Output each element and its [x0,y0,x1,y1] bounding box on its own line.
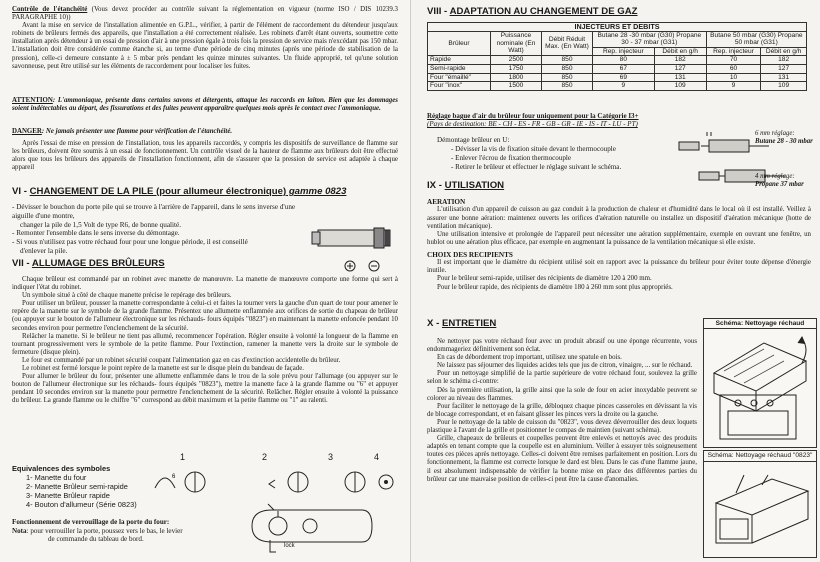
attention-label: ATTENTION [12,97,53,104]
list-item: - Dévisser le bouchon du porte pile qui se trouve à l'arrière de l'appareil, dans le sens inverse d'une aiguille d'une montre, [12,203,296,220]
knob-label-3: 3 [328,452,334,462]
table-cell: Rapide [428,56,491,65]
entretien-p7: Pour le nettoyage de la table de cuisson du "0823", vous devez déverrouiller des deux loquets plastique à l'avant de la grille et positionner le compas de maintien (suivant schéma). [427,418,697,435]
entretien-p4: Pour un nettoyage simplifié de la partie supérieure de votre réchaud four, soulevez la grille selon le schéma ci-contre: [427,370,697,386]
list-item: 1- Manette du four [26,473,87,482]
col-header-debit: Débit Réduit Max. (En Watt) [542,31,593,56]
schema-nettoyage [703,318,817,448]
col-header-deb: Débit en g/h [761,47,807,56]
col-header-puissance: Puissance nominale (En Watt) [491,31,542,56]
list-item: 3- Manette Brûleur rapide [26,491,110,500]
knob-label-1: 1 [180,452,186,462]
attention-block [12,97,398,113]
danger-block [12,128,398,172]
aeration-p1: L'utilisation d'un appareil de cuisson au gaz conduit à la production de chaleur et d'humidité dans le local où il est installé. Veillez à assurer une bonne aération: maintenez ouverts les orifices d'aération naturelle ou installez un dispositif d'aération mécanique (hotte de ventilation mécanique). [427,206,811,230]
table-cell: 850 [542,82,593,91]
choix-p3: Pour le brûleur rapide, des récipients de diamètre 180 à 260 mm sont plus appropriés. [437,283,673,291]
section9-title: UTILISATION [444,180,505,191]
lock-note: : pour verrouiller la porte, poussez vers le bas, le levier [26,526,183,535]
section9-heading [427,180,504,191]
list-item: - Si vous n'utilisez pas votre réchaud four pour une longue période, il est conseillé [12,238,248,247]
table-cell: 850 [542,73,593,82]
list-item: 4- Bouton d'allumeur (Série 0823) [26,500,137,509]
table-cell: 109 [761,82,807,91]
section7-p1: Chaque brûleur est commandé par un robinet avec manette de manœuvre. La manette de manœuvre comporte une forme qui sert à indiquer l'état du robinet. [12,276,398,292]
reglage-2-gas: Propane 37 mbar [755,180,804,188]
choix-p2: Pour le brûleur semi-rapide, utiliser des récipients de diamètre 120 à 200 mm. [437,275,652,283]
table-cell: 1750 [491,64,542,73]
bague-block [427,112,807,129]
lock-note-2: de commande du tableau de bord. [48,535,144,544]
col-header-rep: Rep. injecteur [593,47,655,56]
injector-table-wrap [427,22,807,91]
lock-diagram [248,504,378,558]
lever-icon [269,517,287,535]
section7-heading [12,258,165,269]
lock-block [12,518,252,544]
section6-model: gamme 0823 [286,186,347,197]
table-cell: 1500 [491,82,542,91]
reglage-2 [755,173,804,188]
section7-p4: Relâcher la manette. Si le brûleur ne tient pas allumé, recommencer l'opération. Régler ensuite à volonté la longueur de la flamme en tournant progressivement vers le symbole de la petite flamme. Pour l'extinction, ramener la manette vers la droite sur le symbole de fermeture (disque plein). [12,332,398,356]
table-cell: 127 [654,64,706,73]
section6-list [12,203,312,256]
schema-2-caption: Schéma: Nettoyage réchaud "0823" [704,451,816,462]
table-cell: 60 [706,64,761,73]
schema-1-caption: Schéma: Nettoyage réchaud [704,319,816,329]
list-item: - Remonter l'ensemble dans le sens inverse du démontage. [12,229,180,238]
attention-text: : L'ammoniaque, présente dans certains savons et détergents, attaque les raccords en laiton. Bien que les dommages soient indétectables au départ, des fissurations et des fuites peuvent apparaître quelques mois après le contact avec l'ammoniaque. [12,97,398,113]
etancheite-block [12,6,398,71]
section8-heading [427,6,638,17]
section7-p7: Pour allumer le brûleur du four, présenter une allumette enflammée dans le trou de la sole prévu pour l'allumage (ou appuyer sur le bouton de l'allumeur électronique sur les réchauds- fours équipés "0823"), mettre la manette face à la grande flamme ou "6" et appuyer pendant 10 secondes environ sur la manette pour permettre l'enclenchement de la sécurité. Relâcher. Régler ensuite à volonté la puissance du brûleur. La grande flamme ou le chiffre "6" correspond au débit maximum et la petite flamme ou "1" au ralenti. [12,373,398,405]
section7-title: ALLUMAGE DES BRÛLEURS [31,258,165,269]
demontage-block [437,136,637,172]
section7-num: VII - [12,258,32,269]
table-cell: 67 [593,64,655,73]
list-item: - Enlever l'écrou de fixation thermocouple [451,154,572,162]
reglage-2-size: 4 mm réglage: [755,173,795,180]
reglage-1-gas: Butane 28 - 30 mbar [755,137,813,145]
pays-text: (Pays de destination: BE - CH - ES - FR - GB - GR - IE - IS - IT - LU - PT) [427,120,638,129]
choix-title: CHOIX DES RECIPIENTS [427,250,513,259]
section9-body [427,198,811,292]
section10-num: X - [427,318,442,329]
col-header-butane-50: Butane 50 mbar (G30) Propane 50 mbar (G31) [706,31,806,47]
danger-label: DANGER [12,128,42,135]
table-caption: INJECTEURS ET DEBITS [428,23,807,32]
table-cell: 10 [706,73,761,82]
reglage-1 [755,130,813,145]
table-cell: 131 [654,73,706,82]
section6-num: VI - [12,186,30,197]
table-cell: 2500 [491,56,542,65]
table-row [428,64,807,73]
lock-note-label: Nota [12,526,27,535]
reglage-1-size: 6 mm réglage: [755,130,795,137]
table-cell: 1800 [491,73,542,82]
etancheite-body: Avant la mise en service de l'installation alimentée en G.P.L., vérifier, à partir de l'élément de raccordement du détendeur jusqu'aux robinets de brûleurs fermés des appareils, que l'installation a été correctement réalisée. Les robinets d'arrêt étant ouverts, soumettre cette installation après détendeur à un essai de pression d'air à une pression égale à trois fois la pression de service mais n'excédant pas 150 mbar. L'installation doit être considérée comme étanche si, au terme d'une période de cinq minutes (après une période de stabilisation de la pression), celle-ci demeure constante à ± 5 mbar près pendant les quinze minutes suivantes. Un fluide approprié, tel qu'une solution savonneuse, peut être utilisé sur les éléments de raccordement pour localiser les fuites. [12,22,398,70]
table-cell: 127 [761,64,807,73]
table-cell: Semi-rapide [428,64,491,73]
entretien-p1: Ne nettoyer pas votre réchaud four avec un produit abrasif ou une éponge récurrente, vous endommageriez définitivement son éclat. [427,338,697,354]
table-cell: 131 [761,73,807,82]
section10-body [427,338,697,484]
list-item: - Dévisser la vis de fixation située devant le thermocouple [451,145,616,153]
table-cell: 9 [593,82,655,91]
danger-body: Après l'essai de mise en pression de l'installation, tous les appareils raccordés, y compris les dispositifs de surveillance de flamme sur les brûleurs, doivent être soumis à un essai de fonctionnement. Un contrôle visuel de la hauteur de flamme aux brûleurs doit être effectué alors que tous les brûleurs des appareils de l'installation fonctionnent, afin de s'assurer que la pression de service est adaptée à chaque appareil [12,140,398,172]
col-header-rep: Rep. injecteur [706,47,761,56]
table-cell: 80 [593,56,655,65]
demontage-title: Démontage brûleur en U: [437,136,510,144]
table-cell: 109 [654,82,706,91]
table-row [428,56,807,65]
entretien-p2: En cas de débordement trop important, utilisez une spatule en bois. [437,354,622,362]
col-header-butane-30: Butane 28 -30 mbar (G30) Propane 30 - 37 mbar (G31) [593,31,707,47]
bague-title: Réglage bague d'air du brûleur four uniquement pour la Catégorie I3+ [427,112,639,120]
col-header-deb: Débit en g/h [654,47,706,56]
section7-p2: Un symbole situé à côté de chaque manette précise le repérage des brûleurs. [22,292,232,300]
choix-p1: Il est important que le diamètre du récipient utilisé soit en rapport avec la puissance du brûleur pour éviter toute dépense d'énergie inutile. [427,259,811,275]
table-row [428,82,807,91]
entretien-p8: Grille, chapeaux de brûleurs et coupelles peuvent être enlevés et nettoyés avec des produits adaptés en tenant compte que la coupelle est en aluminium. Veiller à essuyer très soigneusement toutes ces pièces après nettoyage. Celles-ci doivent être remises parfaitement en position. Lors du fonctionnement, la flamme est correcte lorsque le dard est bleu. Dans le cas d'une flamme jaune, il est absolument indispensable de vérifier la bonne mise en place des différentes parties du brûleur car une mauvaise position de celles-ci peut être la cause d'anomalies. [427,435,697,483]
table-cell: 69 [593,73,655,82]
symbols-legend [12,464,137,509]
section6-title: CHANGEMENT DE LA PILE (pour allumeur électronique) [29,186,287,197]
schema-nettoyage-0823 [703,450,817,558]
aeration-title: AERATION [427,198,466,206]
list-item: 2- Manette Brûleur semi-rapide [26,482,128,491]
table-row [428,73,807,82]
svg-text:6: 6 [172,474,176,480]
section7-p5: Le four est commandé par un robinet sécurité coupant l'alimentation gaz en cas d'extinction accidentelle du brûleur. [22,356,341,364]
table-cell: 182 [761,56,807,65]
list-item: changer la pile de 1,5 Volt de type R6, de bonne qualité. [20,220,182,229]
col-header-bruleur: Brûleur [428,31,491,56]
table-cell: Four "inox" [428,82,491,91]
knobs-diagram [150,460,400,500]
lock-title: Fonctionnement de verrouillage de la porte du four: [12,518,170,526]
etancheite-intro: (Vous devez procéder au contrôle suivant la réglementation en vigueur (norme ISO / DIS 10239.3 PARAGRAPHE 10)) [12,6,398,22]
list-item: - Retirer le brûleur et effectuer le réglage suivant le schéma. [451,163,622,171]
right-page [410,0,820,562]
list-item: d'enlever la pile. [20,246,68,255]
entretien-p5: Dès la première utilisation, la grille ainsi que la sole de four en acier inoxydable peuvent se colorer au niveau des flammes. [427,386,697,402]
battery-diagram [312,210,402,276]
table-cell: 70 [706,56,761,65]
section7-p3: Pour utiliser un brûleur, pousser la manette correspondante à celui-ci et faites la tourner vers la gauche d'un quart de tour pour amener le repère de la manette sur le symbole de la grande flamme. Présentez une allumette enflammée aux orifices de sortie du chapeau de brûleur (ou appuyer sur le bouton de l'allumeur électronique sur les réchauds- fours équipés "0823") en maintenant la manette enfoncée pendant 10 secondes environ pour permettre l'enclenchement de la sécurité. [12,300,398,332]
section8-title: ADAPTATION AU CHANGEMENT DE GAZ [449,6,638,17]
section8-num: VIII - [427,6,450,17]
table-cell: Four "émaillé" [428,73,491,82]
entretien-p3: Ne laissez pas séjourner des liquides acides tels que jus de citron, vinaigre, ... sur le réchaud. [437,362,693,370]
symbols-title: Equivalences des symboles [12,464,111,473]
table-cell: 850 [542,56,593,65]
table-cell: 182 [654,56,706,65]
danger-text: : Ne jamais présenter une flamme pour vérification de l'étanchéité. [41,128,233,135]
section10-title: ENTRETIEN [441,318,497,329]
section7-body [12,276,398,406]
section9-num: IX - [427,180,445,191]
injector-table [427,22,807,91]
section7-p6: Le robinet est fermé lorsque le point repère de la manette est sur le disque plein du bandeau de façade. [22,365,305,373]
stove-0823-drawing [708,473,812,555]
section10-heading [427,318,496,329]
table-cell: 9 [706,82,761,91]
table-cell: 850 [542,64,593,73]
section6-heading [12,186,346,197]
stove-grill-drawing [708,333,812,443]
lock-label: lock [284,543,295,549]
aeration-p2: Une utilisation intensive et prolongée de l'appareil peut nécessiter une aération supplémentaire, exemple en ouvrant une fenêtre, un hublot ou une aération plus efficace, par exemple en augmentant la puissance de la ventilation mécanique si elle existe. [427,230,811,246]
knob-label-4: 4 [374,452,380,462]
etancheite-title: Contrôle de l'étanchéité [12,6,88,13]
knob-label-2: 2 [262,452,268,462]
entretien-p6: Pour faciliter le nettoyage de la grille, débloquez chaque pinces casseroles en dévissant la vis de blocage correspondant, et en faisant glisser les pinces vers la droite ou la gauche. [427,402,697,418]
